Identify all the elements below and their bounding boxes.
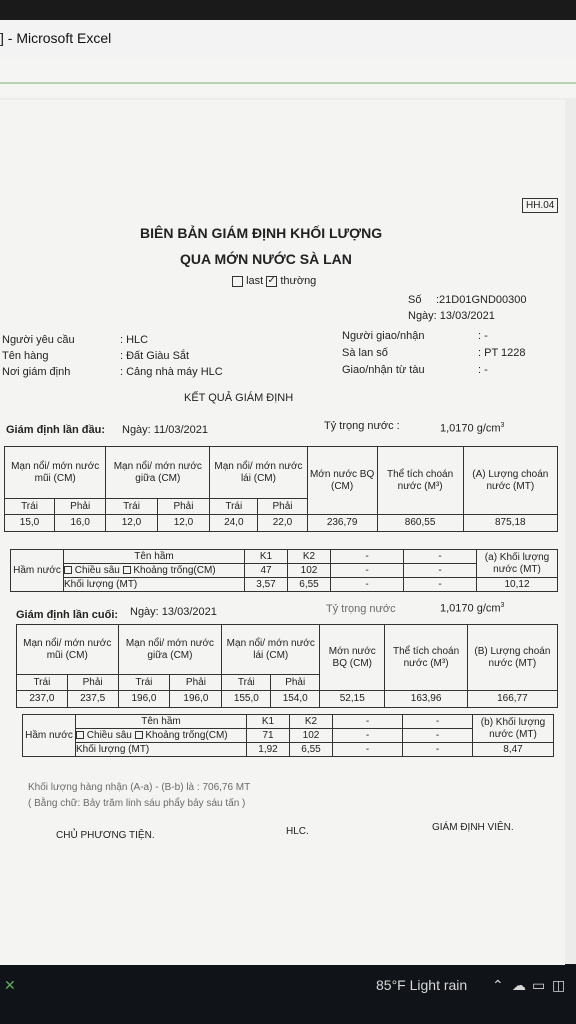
last-b-label: (b) Khối lượng nước (MT) [473,715,554,743]
last-r2-k2: 6,55 [290,743,333,757]
first-a-value: 10,12 [477,578,558,592]
last-val: 154,0 [271,691,320,708]
first-draft-table [4,446,558,532]
first-h-tt: Thể tích choán nước (M³) [377,447,463,515]
network-icon[interactable]: ▭ [532,977,546,993]
first-chieu-sau [64,564,245,578]
last-ten-ham: Tên hầm [76,715,247,729]
khoang-trong-checkbox[interactable] [135,731,143,739]
nguoi-giao-value: : - [478,330,488,342]
first-dash: - [404,550,477,564]
ribbon-area [0,58,576,98]
first-h-a: (A) Lượng choán nước (MT) [463,447,557,515]
first-label: Giám định lần đầu: [6,424,106,436]
last-phai-3: Phải [271,675,320,691]
first-phai-1: Phải [55,499,106,515]
kl-hang-line: Khối lượng hàng nhận (A-a) - (B-b) là : 706,76 MT [28,782,251,793]
last-val: 237,0 [17,691,68,708]
first-h-giua: Mạn nổi/ mớn nước giữa (CM) [106,447,210,499]
chevron-up-icon[interactable]: ⌃ [492,977,504,993]
first-density-value: 1,0170 $g/cm^3$ [440,422,505,435]
last-dash: - [403,715,473,729]
first-khoi-luong: Khối lượng (MT) [64,578,245,592]
first-density-label: Tỷ trọng nước : [324,420,400,432]
type-options [232,275,316,287]
last-density-label: Tỷ trọng nước [326,603,396,615]
last-dash: - [333,743,403,757]
first-trai-2: Trái [106,499,157,515]
last-khoi-luong: Khối lượng (MT) [76,743,247,757]
window-titlebar [0,20,576,59]
first-h-bq: Mớn nước BQ (CM) [307,447,377,515]
last-val: 196,0 [170,691,222,708]
khoang-trong-label: Khoảng trống(CM) [133,564,216,576]
noi-gd-value: : Cảng nhà máy HLC [120,366,223,378]
first-dash: - [331,578,404,592]
signature-chu-phuong-tien: CHỦ PHƯƠNG TIỆN. [56,830,155,841]
sa-lan-value: : PT 1228 [478,347,526,359]
last-label: Giám định lần cuối: [16,609,119,621]
app-icon[interactable]: ✕ [4,977,16,993]
first-h-lai: Mạn nổi/ mớn nước lái (CM) [210,447,307,499]
first-r1-k2: 102 [288,564,331,578]
last-k1: K1 [247,715,290,729]
last-h-b: (B) Lượng choán nước (MT) [467,625,557,691]
taskbar [0,965,576,1024]
ten-hang-value: : Đất Giàu Sắt [120,350,190,362]
first-val: 15,0 [5,515,55,532]
ngay-line: Ngày: 13/03/2021 [408,310,495,322]
so-label: Số [408,294,422,306]
first-val: 236,79 [307,515,377,532]
first-val: 12,0 [157,515,210,532]
sa-lan-label: Sà lan số [342,347,388,359]
signature-hlc: HLC. [286,826,309,837]
first-r2-k1: 3,57 [245,578,288,592]
last-tank-table [22,714,554,757]
weather-widget[interactable]: 85°F Light rain [376,977,468,993]
first-val: 22,0 [258,515,307,532]
nguoi-yc-label: Người yêu cầu [2,334,75,346]
last-dash: - [333,715,403,729]
first-val: 875,18 [463,515,557,532]
volume-icon[interactable]: ◫ [552,977,566,993]
last-dash: - [403,743,473,757]
bang-chu-line: ( Bằng chữ: Bảy trăm linh sáu phẩy bảy sáu tấn ) [28,798,246,809]
last-h-tt: Thể tích choán nước (M³) [385,625,467,691]
khoang-trong-checkbox[interactable] [123,566,131,574]
first-dash: - [404,578,477,592]
first-trai-1: Trái [5,499,55,515]
last-phai-2: Phải [170,675,222,691]
first-r1-k1: 47 [245,564,288,578]
thuong-checkbox[interactable]: ✓ [267,274,276,286]
last-h-mui: Mạn nổi/ mớn nước mũi (CM) [17,625,119,675]
last-val: 155,0 [222,691,271,708]
doc-title-line1: BIÊN BẢN GIÁM ĐỊNH KHỐI LƯỢNG [140,225,383,241]
first-dash: - [331,564,404,578]
first-ten-ham: Tên hầm [64,550,245,564]
last-r1-k1: 71 [247,729,290,743]
giao-nhan-label: Giao/nhận từ tàu [342,364,425,376]
last-h-giua: Mạn nổi/ mớn nước giữa (CM) [118,625,222,675]
first-phai-2: Phải [157,499,210,515]
last-val: 237,5 [67,691,118,708]
last-phai-1: Phải [67,675,118,691]
nguoi-giao-label: Người giao/nhận [342,330,425,342]
giao-nhan-value: : - [478,364,488,376]
last-val: 166,77 [467,691,557,708]
so-value: :21D01GND00300 [436,294,527,306]
last-h-bq: Mớn nước BQ (CM) [320,625,385,691]
last-chieu-sau [76,729,247,743]
chieu-sau-checkbox[interactable] [76,731,84,739]
cloud-icon[interactable]: ☁ [512,977,526,993]
last-trai-1: Trái [17,675,68,691]
first-phai-3: Phải [258,499,307,515]
doc-title-line2: QUA MỚN NƯỚC SÀ LAN [180,251,352,267]
first-val: 12,0 [106,515,157,532]
window-title: ] - Microsoft Excel [0,30,112,46]
thuong-label: thường [280,275,317,287]
chieu-sau-label: Chiều sâu [86,729,132,741]
last-label: last [246,275,264,287]
last-r2-k1: 1,92 [247,743,290,757]
first-val: 24,0 [210,515,258,532]
last-trai-3: Trái [222,675,271,691]
last-val: 163,96 [385,691,467,708]
first-val: 860,55 [377,515,463,532]
first-date: Ngày: 11/03/2021 [122,424,209,436]
first-k1: K1 [245,550,288,564]
last-draft-table [16,624,558,708]
last-date: Ngày: 13/03/2021 [130,606,217,618]
first-val: 16,0 [55,515,106,532]
first-a-label: (a) Khối lượng nước (MT) [477,550,558,578]
last-r1-k2: 102 [290,729,333,743]
last-density-value: 1,0170 $g/cm^3$ [440,602,505,615]
selection-line [0,82,576,84]
signature-giam-dinh-vien: GIÁM ĐỊNH VIÊN. [432,822,514,833]
first-r2-k2: 6,55 [288,578,331,592]
last-dash: - [403,729,473,743]
khoang-trong-label: Khoảng trống(CM) [145,729,228,741]
first-h-mui: Mạn nổi/ mớn nước mũi (CM) [5,447,106,499]
first-dash: - [404,564,477,578]
last-dash: - [333,729,403,743]
chieu-sau-checkbox[interactable] [64,566,72,574]
last-checkbox[interactable] [232,276,243,287]
last-val: 196,0 [118,691,170,708]
first-trai-3: Trái [210,499,258,515]
last-val: 52,15 [320,691,385,708]
last-b-value: 8,47 [473,743,554,757]
ten-hang-label: Tên hàng [2,350,49,362]
form-code-badge: HH.04 [522,198,558,213]
last-k2: K2 [290,715,333,729]
noi-gd-label: Nơi giám định [2,366,71,378]
first-k2: K2 [288,550,331,564]
first-ham-nuoc: Hầm nước [11,550,64,592]
first-tank-table [10,549,558,592]
nguoi-yc-value: : HLC [120,334,149,346]
first-dash: - [331,550,404,564]
last-ham-nuoc: Hầm nước [23,715,76,757]
ket-qua-heading: KẾT QUẢ GIÁM ĐỊNH [184,392,294,404]
last-trai-2: Trái [118,675,170,691]
last-h-lai: Mạn nổi/ mớn nước lái (CM) [222,625,320,675]
chieu-sau-label: Chiều sâu [74,564,120,576]
